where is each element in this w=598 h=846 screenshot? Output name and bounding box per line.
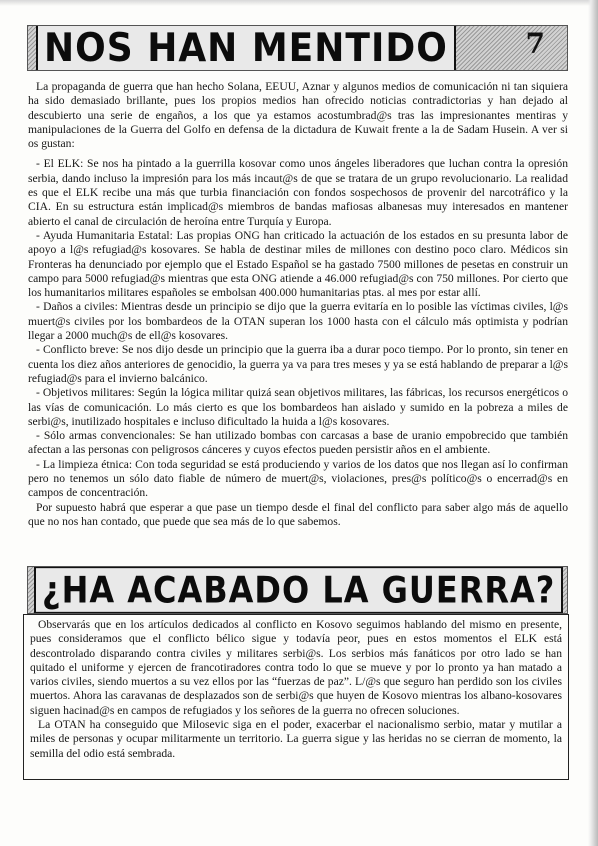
- paper-shadow-right: [588, 0, 598, 846]
- paragraph-objetivos-militares: - Objetivos militares: Según la lógica militar quizá sean objetivos militares, las fábricas, los recursos energéticos o las vías de comunicación. Lo más cierto es que los bombardeos han aislado y sumido en la pobreza a miles de serbi@s, inutilizado hospitales e incluso dificultado la huida a l@s kosovares.: [28, 386, 568, 428]
- paragraph-danos-civiles: - Daños a civiles: Mientras desde un principio se dijo que la guerra evitaría en lo posible las víctimas civiles, l@s muert@s civiles por los bombardeos de la OTAN superan los 1000 hasta con el cálculo más optimista y podrían llegar a 2000 much@s de ell@s kosovares.: [28, 300, 568, 343]
- paragraph-limpieza-etnica: - La limpieza étnica: Con toda seguridad se está produciendo y varios de los datos que nos llegan así lo confirman pero no tenemos un sólo dato fiable de número de muert@s, violaciones, pres@s político@s o encerrad@s en campos de concentración.: [28, 457, 568, 500]
- paragraph-observaras: Observarás que en los artículos dedicados al conflicto en Kosovo seguimos hablando del mismo en presente, pues consideramos que el conflicto bélico sigue y todavía peor, pues en estos momentos el ELK está descontrolado disparando contra civiles y militares serbi@s. Los serbios más fanáticos por otro lado se han quitado el uniforme y ejercen de francotiradores contra todo lo que se mueve y por lo pronto ya han matado a varios civiles, siendo muertos a su vez ellos por las “fuerzas de paz”. L/@s que seguro han perdido son los civiles muertos. Ahora las caravanas de desplazados son de serbi@s que huyen de Kosovo mientras los albano-kosovares siguen hacinad@s en campos de refugiados y los señores de la guerra no ofrecen soluciones.: [30, 618, 562, 717]
- section-banner-ha-acabado-la-guerra: [27, 566, 568, 614]
- paragraph-conflicto-breve: - Conflicto breve: Se nos dijo desde un principio que la guerra iba a durar poco tiempo. Por lo pronto, sin tener en cuenta los diez años anteriores de genocidio, la guerra ya va para tres meses y ya se está hablando de preparar a l@s refugiad@s para el invierno balcánico.: [28, 343, 568, 385]
- section-banner-nos-han-mentido: [27, 25, 568, 71]
- article-nos-han-mentido: [28, 80, 568, 529]
- paragraph-otan: La OTAN ha conseguido que Milosevic siga en el poder, exacerbar el nacionalismo serbio, matar y mutilar a miles de personas y ocupar militarmente un territorio. La guerra sigue y las heridas no se cierran de momento, la semilla del odio está sembrada.: [30, 718, 562, 760]
- paragraph-ayuda-humanitaria: - Ayuda Humanitaria Estatal: Las propias ONG han criticado la actuación de los estados en su presunta labor de apoyo a l@s refugiad@s kosovares. Se habla de destinar miles de millones con destino poco claro. Médicos sin Fronteras ha denunciado por ejemplo que el Estado Español se ha gastado 7500 millones de pesetas en construir un campo para 5000 refugiad@s mientras que esta ONG atiende a 46.000 refugiad@s con 750 millones. Por cierto que los humanitarios militares españoles se embolsan 400.000 humanitarias ptas. al mes por estar allí.: [28, 228, 568, 300]
- article-ha-acabado-la-guerra: [23, 614, 569, 780]
- closing-paragraph: Por supuesto habrá que esperar a que pase un tiempo desde el final del conflicto para saber algo más de aquello que no nos han contado, que puede que sea más de lo que sabemos.: [28, 500, 568, 528]
- page-number: 7: [525, 27, 545, 60]
- section-title: ¿HA ACABADO LA GUERRA?: [34, 566, 563, 614]
- section-title: NOS HAN MENTIDO: [36, 25, 456, 71]
- paragraph-elk: - El ELK: Se nos ha pintado a la guerrilla kosovar como unos ángeles liberadores que luchan contra la opresión serbia, dando incluso la impresión para los más incaut@s de que se tratara de un grupo revolucionario. La realidad es que el ELK recibe una más que turbia financiación con fondos sospechosos de provenir del narcotráfico y la CIA. En su estructura están implicad@s miembros de bandas mafiosas albanesas muy interesados en mantener abierto el canal de circulación de heroína entre Turquía y Europa.: [28, 157, 568, 228]
- paragraph-armas-convencionales: - Sólo armas convencionales: Se han utilizado bombas con carcasas a base de uranio empobrecido que también afectan a las personas con peligrosos cánceres y cuyos efectos pueden persistir años en el ambiente.: [28, 429, 568, 457]
- intro-paragraph: La propaganda de guerra que han hecho Solana, EEUU, Aznar y algunos medios de comunicación ni tan siquiera ha sido demasiado brillante, pues los propios medios han ofrecido noticias contradictorias y han dejado al descubierto una serie de engaños, a los que ya estamos acostumbrad@s tras las impresionantes mentiras y manipulaciones de la Guerra del Golfo en defensa de la dictadura de Kuwait frente a la de Sadam Husein. A ver si os gustan:: [28, 80, 568, 151]
- paper-shadow-top: [0, 0, 598, 6]
